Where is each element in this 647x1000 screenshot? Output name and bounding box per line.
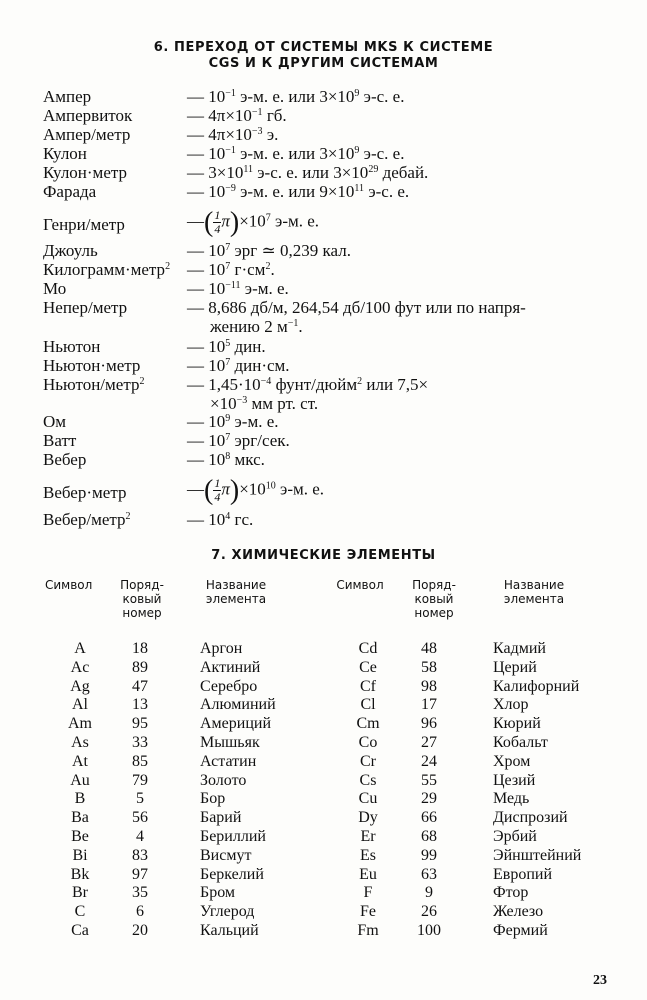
- element-number: 56: [132, 809, 148, 827]
- element-name: Диспрозий: [493, 809, 568, 827]
- element-name: Церий: [493, 658, 537, 676]
- element-symbol: Es: [360, 846, 376, 864]
- element-name: Беркелий: [200, 865, 264, 883]
- conversion-exponent: 5: [225, 338, 231, 349]
- conversion-text: ×10: [239, 211, 266, 231]
- conversion-text: — 10: [187, 144, 226, 163]
- element-name: Углерод: [200, 903, 255, 921]
- element-number: 17: [421, 696, 437, 714]
- conversion-exponent: −1: [225, 145, 236, 156]
- element-symbol: Ce: [359, 658, 377, 676]
- unit-name: Вебер·метр: [43, 483, 127, 502]
- element-symbol: Dy: [358, 809, 378, 827]
- unit-name: [43, 375, 144, 394]
- conversion-exponent: −1: [251, 107, 263, 118]
- pi-symbol: π: [221, 479, 230, 499]
- unit-name: [43, 337, 100, 356]
- unit-name-text: Джоуль: [43, 241, 98, 260]
- element-name: Европий: [493, 865, 553, 883]
- unit-name: [43, 279, 66, 298]
- conversion-text: э-с. е.: [359, 87, 405, 106]
- conversion-exponent: 2: [265, 261, 271, 272]
- conversion-exponent: −3: [251, 126, 263, 137]
- element-symbol: Bk: [70, 865, 90, 883]
- element-symbol: Fe: [360, 903, 376, 921]
- element-number: 27: [421, 734, 437, 751]
- element-symbol: Cs: [359, 771, 377, 789]
- element-symbol: Ag: [70, 677, 90, 695]
- conversion-text: — 10: [187, 279, 226, 298]
- element-number: 18: [132, 640, 148, 657]
- element-symbol: Cu: [358, 790, 378, 808]
- left-paren: (: [204, 475, 214, 506]
- conversion-text: — 10: [187, 337, 226, 356]
- element-number: 68: [421, 828, 437, 845]
- element-name: Кальций: [200, 922, 259, 939]
- element-name: Актиний: [200, 658, 261, 676]
- conversion-exponent: −9: [225, 183, 236, 194]
- element-symbol: Ac: [70, 658, 90, 676]
- unit-conversion: [187, 182, 409, 201]
- unit-conversion: [187, 510, 253, 529]
- unit-conversion: [187, 209, 319, 236]
- conversion-text: жению 2 м: [210, 317, 288, 336]
- unit-conversion: [187, 87, 404, 106]
- element-symbol: Ca: [71, 922, 89, 939]
- unit-name-text: Кулон: [43, 144, 87, 163]
- conversion-exponent: 9: [354, 88, 360, 99]
- conversion-text: .: [298, 317, 303, 336]
- conversion-text: — 10: [187, 87, 226, 106]
- conversion-text: э.: [262, 125, 279, 144]
- col-symbol-header-right: Символ: [336, 578, 384, 592]
- element-symbol: Cr: [360, 752, 376, 770]
- fraction-numerator: 1: [214, 476, 221, 490]
- element-name: Америций: [200, 715, 272, 733]
- element-number: 26: [421, 903, 437, 921]
- col-symbol-header-left: Символ: [45, 578, 93, 592]
- element-name: Фермий: [493, 922, 548, 939]
- pi-symbol: π: [221, 211, 230, 231]
- unit-name-text: Ом: [43, 412, 67, 431]
- conversion-exponent: 7: [225, 432, 231, 443]
- element-name: Калифорний: [493, 677, 580, 695]
- element-symbol: B: [74, 790, 86, 808]
- element-name: Золото: [200, 771, 247, 789]
- conversion-exponent: −1: [225, 88, 236, 99]
- element-number: 58: [421, 658, 437, 676]
- element-number: 66: [421, 809, 437, 827]
- col-name-header-left: Название элемента: [205, 578, 267, 606]
- page-number: 23: [593, 973, 607, 988]
- element-number: 79: [132, 771, 148, 789]
- element-number: 20: [132, 922, 148, 939]
- unit-name: [43, 431, 76, 450]
- element-name: Висмут: [200, 846, 252, 864]
- unit-name-text: Ампер: [43, 87, 92, 106]
- element-name: Астатин: [200, 752, 257, 770]
- conversion-text: гб.: [262, 106, 287, 125]
- unit-conversion-continuation: [210, 394, 318, 413]
- element-name: Серебро: [200, 677, 258, 695]
- unit-name: [43, 106, 132, 125]
- element-name: Железо: [493, 903, 544, 921]
- unit-conversion: [187, 298, 526, 317]
- element-number: 55: [421, 771, 437, 789]
- unit-conversion: [187, 337, 266, 356]
- unit-name: [43, 144, 87, 163]
- element-number: 95: [132, 715, 148, 733]
- conversion-text: э-м. е.: [240, 279, 289, 298]
- element-number: 99: [421, 846, 437, 864]
- section6-title-line1: 6. ПЕРЕХОД ОТ СИСТЕМЫ MKS К СИСТЕМЕ: [153, 40, 494, 55]
- element-symbol: Am: [68, 715, 92, 733]
- element-name: Кадмий: [493, 640, 546, 657]
- element-symbol: Cl: [360, 696, 376, 714]
- conversion-exponent: 2: [357, 376, 363, 387]
- conversion-exponent: 8: [225, 451, 231, 462]
- element-symbol: Cd: [358, 640, 378, 657]
- element-number: 100: [417, 922, 441, 939]
- unit-name: [43, 241, 98, 260]
- element-number: 97: [132, 865, 148, 883]
- conversion-exponent: 9: [354, 145, 360, 156]
- conversion-exponent: 7: [225, 357, 231, 368]
- conversion-text: мм рт. ст.: [247, 394, 319, 413]
- unit-name-text: Ньютон: [43, 337, 101, 356]
- conversion-text: — 10: [187, 241, 226, 260]
- element-name: Эйнштейний: [493, 846, 582, 864]
- conversion-exponent: 11: [243, 164, 253, 175]
- element-number: 6: [136, 903, 144, 921]
- unit-name-exponent: 2: [165, 261, 171, 272]
- element-symbol: Co: [358, 734, 378, 751]
- unit-name: [43, 182, 96, 201]
- element-symbol: Er: [360, 828, 376, 845]
- unit-conversion: [187, 450, 265, 469]
- conversion-text: э-м. е.: [275, 479, 325, 499]
- conversion-exponent: 4: [225, 511, 231, 522]
- element-name: Медь: [493, 790, 530, 808]
- conversion-text: — 1,45·10: [187, 375, 261, 394]
- conversion-text: э-м. е. или 9×10: [235, 182, 355, 201]
- conversion-text: э-м. е.: [270, 211, 320, 231]
- conversion-text: дин.: [230, 337, 266, 356]
- element-name: Бор: [200, 790, 226, 808]
- unit-name-text: Непер/метр: [43, 298, 128, 317]
- element-symbol: A: [74, 640, 86, 657]
- element-number: 29: [421, 790, 437, 808]
- element-name: Аргон: [200, 640, 243, 657]
- element-number: 4: [136, 828, 144, 845]
- conversion-exponent: 7: [265, 212, 271, 224]
- element-symbol: Cm: [356, 715, 380, 733]
- unit-conversion: [187, 241, 351, 260]
- unit-name-text: Вебер/метр: [43, 510, 126, 529]
- unit-conversion-continuation: [210, 317, 303, 336]
- conversion-text: — 10: [187, 356, 226, 375]
- element-symbol: F: [363, 884, 373, 902]
- element-number: 33: [132, 734, 148, 751]
- section7-title: 7. ХИМИЧЕСКИЕ ЭЛЕМЕНТЫ: [211, 548, 436, 563]
- unit-conversion: [187, 356, 290, 375]
- element-name: Кобальт: [493, 734, 548, 751]
- conversion-text: — 10: [187, 431, 226, 450]
- element-number: 9: [425, 884, 433, 902]
- element-name: Алюминий: [200, 696, 276, 714]
- element-number: 63: [421, 865, 437, 883]
- conversion-text: э-м. е.: [230, 412, 279, 431]
- unit-name-text: Ньютон·метр: [43, 356, 141, 375]
- unit-name: [43, 125, 130, 144]
- unit-name: [43, 450, 86, 469]
- conversion-text: мкс.: [230, 450, 265, 469]
- conversion-text: э-с. е. или 3×10: [252, 163, 369, 182]
- conversion-text: фунт/дюйм: [271, 375, 358, 394]
- conversion-text: гс.: [230, 510, 254, 529]
- conversion-exponent: 9: [225, 413, 231, 424]
- conversion-text: дин·см.: [230, 356, 290, 375]
- unit-name: [43, 356, 140, 375]
- conversion-exponent: 7: [225, 261, 231, 272]
- element-number: 24: [421, 752, 437, 770]
- conversion-exponent: 29: [368, 164, 379, 175]
- col-name-header-right: Название элемента: [503, 578, 565, 606]
- conversion-text: ×10: [210, 394, 237, 413]
- conversion-text: — 10: [187, 412, 226, 431]
- unit-name-text: Фарада: [43, 182, 97, 201]
- element-symbol: Fm: [357, 922, 379, 939]
- unit-name: [43, 163, 127, 182]
- element-number: 85: [132, 752, 148, 770]
- conversion-text: эрг/сек.: [230, 431, 290, 450]
- conversion-text: — 3×10: [187, 163, 244, 182]
- conversion-text: — 10: [187, 510, 226, 529]
- conversion-exponent: 7: [225, 242, 231, 253]
- conversion-exponent: −4: [260, 376, 272, 387]
- conversion-text: — 8,686 дб/м, 264,54 дб/100 фут или по напря-: [187, 298, 526, 317]
- unit-name-text: Мо: [43, 279, 67, 298]
- conversion-text: ×10: [239, 479, 266, 499]
- unit-conversion: [187, 431, 290, 450]
- element-symbol: Cf: [360, 677, 376, 695]
- element-number: 13: [132, 696, 148, 714]
- element-symbol: At: [72, 752, 88, 770]
- element-name: Кюрий: [493, 715, 541, 733]
- element-name: Мышьяк: [200, 734, 260, 751]
- right-paren: ): [229, 475, 240, 506]
- element-symbol: Bi: [72, 846, 88, 864]
- unit-name: [43, 412, 66, 431]
- conversion-exponent: 11: [354, 183, 365, 194]
- element-name: Хлор: [493, 696, 529, 714]
- unit-conversion: [187, 279, 289, 298]
- unit-name-text: Ампер/метр: [43, 125, 131, 144]
- fraction-denominator: 4: [214, 222, 221, 236]
- element-number: 5: [136, 790, 144, 808]
- conversion-text: э-с. е.: [359, 144, 405, 163]
- conversion-dash: —: [187, 479, 204, 499]
- element-symbol: Ba: [71, 809, 89, 827]
- element-name: Цезий: [493, 771, 536, 789]
- unit-name-text: Ампервиток: [43, 106, 133, 125]
- element-symbol: Br: [72, 884, 88, 902]
- unit-conversion: [187, 260, 275, 279]
- element-name: Хром: [493, 752, 531, 770]
- unit-name-exponent: 2: [139, 376, 145, 387]
- element-symbol: As: [71, 734, 89, 751]
- element-name: Эрбий: [493, 828, 537, 845]
- conversion-text: дебай.: [378, 163, 429, 182]
- conversion-text: э-м. е. или 3×10: [235, 87, 355, 106]
- unit-conversion: [187, 477, 324, 504]
- conversion-text: э-м. е. или 3×10: [235, 144, 355, 163]
- unit-name-text: Ватт: [43, 431, 77, 450]
- unit-name: Генри/метр: [43, 215, 125, 234]
- element-name: Барий: [200, 809, 242, 827]
- unit-name-text: Кулон·метр: [43, 163, 127, 182]
- unit-name-text: Ньютон/метр: [43, 375, 140, 394]
- unit-conversion: [187, 144, 404, 163]
- element-number: 35: [132, 884, 148, 902]
- fraction-denominator: 4: [214, 490, 221, 504]
- element-number: 98: [421, 677, 437, 695]
- conversion-text: эрг ≃ 0,239 кал.: [230, 241, 351, 260]
- unit-name: [43, 298, 127, 317]
- conversion-dash: —: [187, 211, 204, 231]
- col-number-header-right: Поряд- ковый номер: [412, 578, 456, 620]
- unit-name-text: Килограмм·метр: [43, 260, 166, 279]
- unit-name-exponent: 2: [125, 511, 131, 522]
- conversion-exponent: −1: [287, 318, 299, 329]
- unit-name: [43, 260, 170, 279]
- conversion-text: — 10: [187, 450, 226, 469]
- conversion-text: — 10: [187, 260, 226, 279]
- conversion-text: г·см: [230, 260, 266, 279]
- right-paren: ): [229, 207, 240, 238]
- unit-conversion: [187, 375, 428, 394]
- left-paren: (: [204, 207, 214, 238]
- unit-conversion: [187, 125, 278, 144]
- conversion-text: э-с. е.: [364, 182, 410, 201]
- element-number: 48: [421, 640, 437, 657]
- element-symbol: C: [74, 903, 86, 921]
- fraction-numerator: 1: [214, 208, 221, 222]
- element-number: 96: [421, 715, 437, 733]
- unit-name-text: Вебер: [43, 450, 87, 469]
- conversion-text: — 4π×10: [187, 125, 252, 144]
- unit-name: [43, 87, 91, 106]
- conversion-text: или 7,5×: [362, 375, 429, 394]
- element-symbol: Eu: [359, 865, 377, 883]
- element-symbol: Be: [71, 828, 89, 845]
- element-name: Фтор: [493, 884, 529, 902]
- element-symbol: Au: [70, 771, 90, 789]
- unit-conversion: [187, 106, 287, 125]
- element-number: 89: [132, 658, 148, 676]
- unit-conversion: [187, 163, 428, 182]
- element-number: 83: [132, 846, 148, 864]
- conversion-text: — 4π×10: [187, 106, 252, 125]
- element-name: Бром: [200, 884, 236, 902]
- section6-title-line2: CGS И К ДРУГИМ СИСТЕМАМ: [208, 56, 439, 71]
- conversion-text: .: [270, 260, 275, 279]
- unit-conversion: [187, 412, 279, 431]
- element-number: 47: [132, 677, 148, 695]
- conversion-exponent: 10: [265, 480, 276, 492]
- col-number-header-left: Поряд- ковый номер: [120, 578, 164, 620]
- conversion-exponent: −11: [225, 280, 241, 291]
- element-name: Бериллий: [200, 828, 266, 845]
- conversion-text: — 10: [187, 182, 226, 201]
- conversion-exponent: −3: [236, 395, 248, 406]
- element-symbol: Al: [72, 696, 88, 714]
- unit-name: [43, 510, 131, 529]
